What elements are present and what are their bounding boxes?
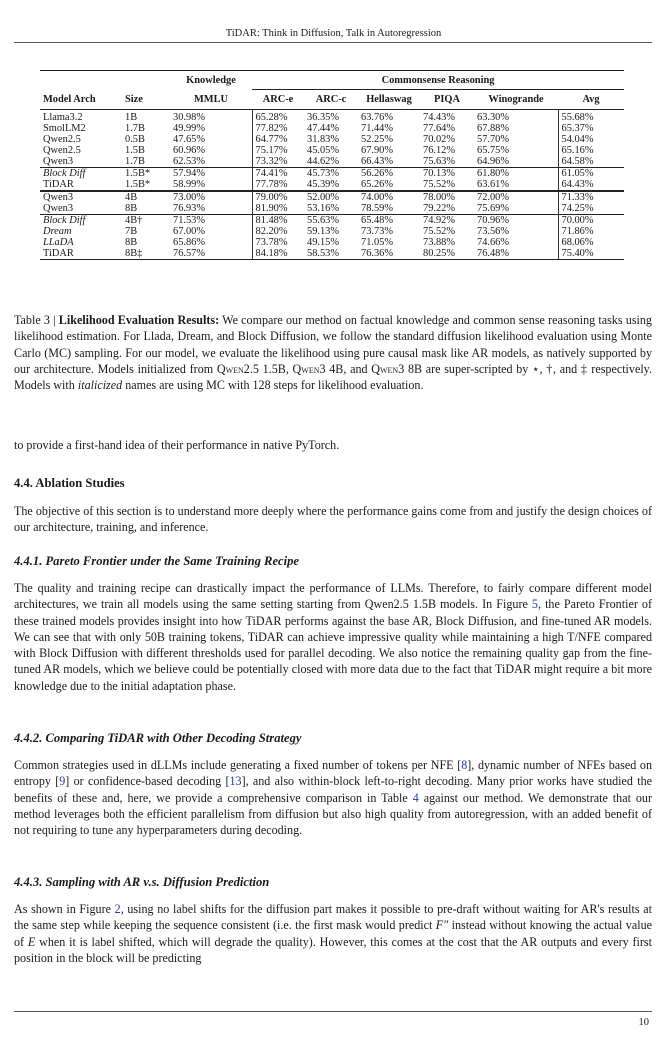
- cell-arc-e: 74.41%: [252, 168, 304, 180]
- results-body: [40, 110, 624, 260]
- running-head: TiDAR: Think in Diffusion, Talk in Autoregression: [225, 28, 442, 39]
- cell-hellaswag: 66.43%: [361, 156, 394, 167]
- cell-arc-c: 31.83%: [307, 134, 340, 145]
- cell-hellaswag: 71.05%: [361, 237, 394, 248]
- citation-link[interactable]: 8: [461, 758, 468, 772]
- cell-size: 8B: [125, 237, 138, 248]
- cell-arc-e: 77.82%: [252, 123, 304, 134]
- table-row: [40, 215, 624, 227]
- cell-avg: 74.25%: [558, 203, 624, 215]
- cell-mmlu: 71.53%: [170, 215, 252, 227]
- cell-size: 8B: [125, 203, 138, 214]
- footer-rule: [14, 1011, 652, 1012]
- cell-mmlu: 47.65%: [173, 134, 206, 145]
- cell-arc-e: 64.77%: [252, 134, 304, 145]
- cell-winogrande: 57.70%: [477, 134, 510, 145]
- cell-size: 0.5B: [125, 134, 145, 145]
- section-heading: 4.4. Ablation Studies: [14, 476, 125, 490]
- figure-ref-link[interactable]: 5: [531, 597, 538, 612]
- cell-size: 8B‡: [122, 248, 170, 260]
- cell-avg: 64.58%: [558, 156, 624, 168]
- col-header-arch: Model Arch: [43, 93, 96, 105]
- page-number: 10: [638, 1017, 649, 1028]
- cell-mmlu: 49.99%: [173, 123, 206, 134]
- cell-model-arch: Block Diff: [40, 168, 122, 180]
- subsection-heading-4-4-1: 4.4.1. Pareto Frontier under the Same Training Recipe: [14, 554, 300, 568]
- table-row: [40, 191, 624, 203]
- cell-avg: 55.68%: [558, 110, 624, 124]
- cell-mmlu: 76.93%: [173, 203, 206, 214]
- cell-mmlu: 65.86%: [173, 237, 206, 248]
- cell-avg: 68.06%: [558, 237, 624, 248]
- cell-model-arch: Qwen2.5: [43, 145, 81, 156]
- cell-mmlu: 58.99%: [173, 179, 206, 190]
- cell-piqa: 73.88%: [423, 237, 456, 248]
- cell-mmlu: 57.94%: [170, 168, 252, 180]
- paragraph-4-4-1: The quality and training recipe can drastically impact the performance of LLMs. Therefore, to fairly compare different model architectures, we train all models using the same setting starting from Qwen2.5 1.5B models. In Figure 5, the Pareto Frontier of these trained models provides insight into how TiDAR performs against the base AR, Block Diffusion, and fine-tuned AR models. We can see that with only 50B training tokens, TiDAR can achieve impressive quality while maintaining a high T/NFE compared with Block Diffusion with different thresholds used for parallel decoding. We also notice the remaining quality gap from the fine-tuned AR models, which we believe could be potentially closed with more data due to the fact that TiDAR might require a bit more knowledge due to the initial adaptation phase.: [14, 581, 652, 693]
- col-header-size: Size: [125, 93, 143, 105]
- table-ref-link[interactable]: 4: [412, 790, 419, 805]
- cell-hellaswag: 71.44%: [361, 123, 394, 134]
- col-header-winogrande: Winogrande: [488, 94, 544, 105]
- cell-avg: 54.04%: [558, 134, 624, 145]
- cell-piqa: 80.25%: [420, 248, 474, 260]
- cell-avg: 61.05%: [558, 168, 624, 180]
- cell-piqa: 74.43%: [420, 110, 474, 124]
- cell-arc-c: 52.00%: [304, 191, 358, 203]
- cell-model-arch: Qwen3: [40, 191, 122, 203]
- section-intro: The objective of this section is to understand more deeply where the performance gains come from and justify the design choices of our architecture, training, and inference.: [14, 504, 652, 535]
- cell-arc-c: 36.35%: [304, 110, 358, 124]
- cell-arc-e: 81.48%: [252, 215, 304, 227]
- table-row: [40, 145, 624, 156]
- cell-mmlu: 60.96%: [173, 145, 206, 156]
- paragraph-4-4-3: As shown in Figure 2, using no label shifts for the diffusion part makes it possible to pre-draft without waiting for AR's results at the same step while keeping the sequence consistent (i.e. the first mask would predict F″ instead without knowing the actual value of E when it is label shifted, which will degrade the quality). However, this comes at the cost that the AR outputs and every first position in the block will be predicting: [14, 902, 652, 965]
- cell-winogrande: 75.69%: [477, 203, 510, 214]
- col-header-piqa: PIQA: [434, 94, 460, 105]
- cell-winogrande: 63.61%: [477, 179, 510, 190]
- col-header-hellaswag: Hellaswag: [366, 94, 412, 105]
- cell-model-arch: Dream: [43, 226, 72, 237]
- cell-avg: 71.33%: [558, 191, 624, 203]
- cell-model-arch: LLaDA: [43, 237, 74, 248]
- cell-avg: 65.16%: [558, 145, 624, 156]
- cell-mmlu: 62.53%: [173, 156, 206, 167]
- cell-piqa: 75.63%: [423, 156, 456, 167]
- cell-winogrande: 67.88%: [477, 123, 510, 134]
- cell-model-arch: TiDAR: [40, 248, 122, 260]
- cell-arc-c: 58.53%: [304, 248, 358, 260]
- cell-arc-c: 49.15%: [307, 237, 340, 248]
- group-header-knowledge: Knowledge: [170, 71, 252, 90]
- table-row: [40, 168, 624, 180]
- cell-arc-e: 77.78%: [252, 179, 304, 191]
- cell-model-arch: Qwen3: [43, 203, 74, 214]
- cell-size: 1.7B: [125, 156, 145, 167]
- cell-hellaswag: 56.26%: [358, 168, 420, 180]
- figure-ref-link[interactable]: 2: [114, 902, 121, 916]
- cell-winogrande: 61.80%: [474, 168, 558, 180]
- cell-size: 7B: [125, 226, 138, 237]
- cell-size: 1.7B: [125, 123, 145, 134]
- cell-size: 1.5B: [125, 145, 145, 156]
- cell-avg: 70.00%: [558, 215, 624, 227]
- cell-arc-e: 81.90%: [252, 203, 304, 215]
- cell-mmlu: 73.00%: [170, 191, 252, 203]
- cell-avg: 71.86%: [558, 226, 624, 237]
- cell-size: 1B: [122, 110, 170, 124]
- cell-winogrande: 72.00%: [474, 191, 558, 203]
- group-header-commonsense: Commonsense Reasoning: [252, 71, 624, 90]
- cell-arc-c: 44.62%: [307, 156, 340, 167]
- col-header-mmlu: MMLU: [193, 93, 229, 105]
- cell-hellaswag: 73.73%: [361, 226, 394, 237]
- cell-arc-e: 82.20%: [252, 226, 304, 237]
- table-row: [40, 134, 624, 145]
- cell-piqa: 75.52%: [423, 226, 456, 237]
- cell-arc-c: 59.13%: [307, 226, 340, 237]
- table-row: [40, 237, 624, 248]
- cell-model-arch: Qwen2.5: [43, 134, 81, 145]
- cell-piqa: 78.00%: [420, 191, 474, 203]
- cell-piqa: 74.92%: [420, 215, 474, 227]
- cell-piqa: 70.02%: [423, 134, 456, 145]
- cell-piqa: 70.13%: [420, 168, 474, 180]
- table-row: [40, 179, 624, 191]
- cell-hellaswag: 63.76%: [358, 110, 420, 124]
- table-caption: Table 3 | Likelihood Evaluation Results: We compare our method on factual knowledge and common sense reasoning tasks using likelihood estimation. For Llada, Dream, and Block Diffusion, we follow the standard diffusion likelihood evaluation using Monte Carlo (MC) sampling. For our model, we evaluate the likelihood using pure causal mask like AR models, as natively supported by our architecture. Models initialized from Qwen2.5 1.5B, Qwen3 4B, and Qwen3 8B are super-scripted by ⋆, †, and ‡ respectively. Models with italicized names are using MC with 128 steps for likelihood evaluation.: [14, 313, 652, 393]
- cell-arc-e: 84.18%: [252, 248, 304, 260]
- table-row: [40, 248, 624, 260]
- col-header-arc-c: ARC-c: [315, 94, 347, 105]
- cell-avg: 64.43%: [558, 179, 624, 191]
- cell-model-arch: Llama3.2: [40, 110, 122, 124]
- cell-winogrande: 70.96%: [474, 215, 558, 227]
- citation-link[interactable]: 9: [59, 774, 66, 789]
- col-header-avg: Avg: [582, 94, 600, 105]
- cell-arc-c: 45.05%: [307, 145, 340, 156]
- cell-size: 4B: [122, 191, 170, 203]
- table-row: [40, 156, 624, 168]
- cell-winogrande: 63.30%: [474, 110, 558, 124]
- cell-arc-e: 73.78%: [252, 237, 304, 248]
- cell-avg: 75.40%: [558, 248, 624, 260]
- caption-title: Likelihood Evaluation Results:: [58, 313, 220, 327]
- cell-hellaswag: 52.25%: [361, 134, 394, 145]
- subsection-heading-4-4-3: 4.4.3. Sampling with AR v.s. Diffusion Prediction: [14, 875, 270, 889]
- header-rule: [14, 42, 652, 43]
- cell-winogrande: 65.75%: [477, 145, 510, 156]
- cell-hellaswag: 76.36%: [358, 248, 420, 260]
- cell-model-arch: Block Diff: [40, 215, 122, 227]
- subsection-heading-4-4-2: 4.4.2. Comparing TiDAR with Other Decoding Strategy: [14, 731, 302, 745]
- citation-link[interactable]: 13: [229, 774, 242, 789]
- cell-piqa: 76.12%: [423, 145, 456, 156]
- cell-model-arch: Qwen3: [43, 156, 74, 167]
- cell-model-arch: SmolLM2: [43, 123, 86, 134]
- cell-arc-c: 55.63%: [304, 215, 358, 227]
- caption-label: Table 3 |: [14, 313, 59, 327]
- cell-arc-e: 73.32%: [252, 156, 304, 168]
- col-header-arc-e: ARC-e: [262, 94, 294, 105]
- cell-arc-c: 53.16%: [307, 203, 340, 214]
- cell-arc-e: 79.00%: [252, 191, 304, 203]
- cell-winogrande: 74.66%: [477, 237, 510, 248]
- cell-hellaswag: 78.59%: [361, 203, 394, 214]
- cell-winogrande: 64.96%: [477, 156, 510, 167]
- cell-model-arch: TiDAR: [43, 179, 74, 190]
- cell-avg: 65.37%: [558, 123, 624, 134]
- cell-size: 1.5B*: [122, 168, 170, 180]
- cell-hellaswag: 65.26%: [361, 179, 394, 190]
- cell-arc-c: 45.73%: [304, 168, 358, 180]
- cell-hellaswag: 74.00%: [358, 191, 420, 203]
- paragraph-4-4-2: Common strategies used in dLLMs include generating a fixed number of tokens per NFE [8], dynamic number of NFEs based on entropy [9] or confidence-based decoding [13], and also within-block left-to-right decoding. Many prior works have studied the benefits of these and, here, we provide a comprehensive comparison in Table 4 against our method. We demonstrate that our method leverages both the efficient parallelism from diffusion but also high quality from autoregression, with an added benefit of not requiring to tune any hyperparameters during decoding.: [14, 758, 652, 838]
- cell-piqa: 75.52%: [423, 179, 456, 190]
- cell-hellaswag: 65.48%: [358, 215, 420, 227]
- cell-arc-e: 65.28%: [252, 110, 304, 124]
- cell-arc-c: 45.39%: [307, 179, 340, 190]
- cell-arc-e: 75.17%: [252, 145, 304, 156]
- cell-piqa: 77.64%: [423, 123, 456, 134]
- cell-size: 4B†: [122, 215, 170, 227]
- results-table: [40, 70, 624, 260]
- cell-mmlu: 67.00%: [173, 226, 206, 237]
- cell-winogrande: 76.48%: [474, 248, 558, 260]
- cell-arc-c: 47.44%: [307, 123, 340, 134]
- cell-size: 1.5B*: [125, 179, 151, 190]
- cell-piqa: 79.22%: [423, 203, 456, 214]
- table-row: [40, 123, 624, 134]
- cell-winogrande: 73.56%: [477, 226, 510, 237]
- table-row: [40, 226, 624, 237]
- table-row: [40, 110, 624, 124]
- cell-mmlu: 76.57%: [170, 248, 252, 260]
- cell-hellaswag: 67.90%: [361, 145, 394, 156]
- paragraph-intro: to provide a first-hand idea of their performance in native PyTorch.: [14, 438, 340, 452]
- table-row: [40, 203, 624, 215]
- cell-mmlu: 30.98%: [170, 110, 252, 124]
